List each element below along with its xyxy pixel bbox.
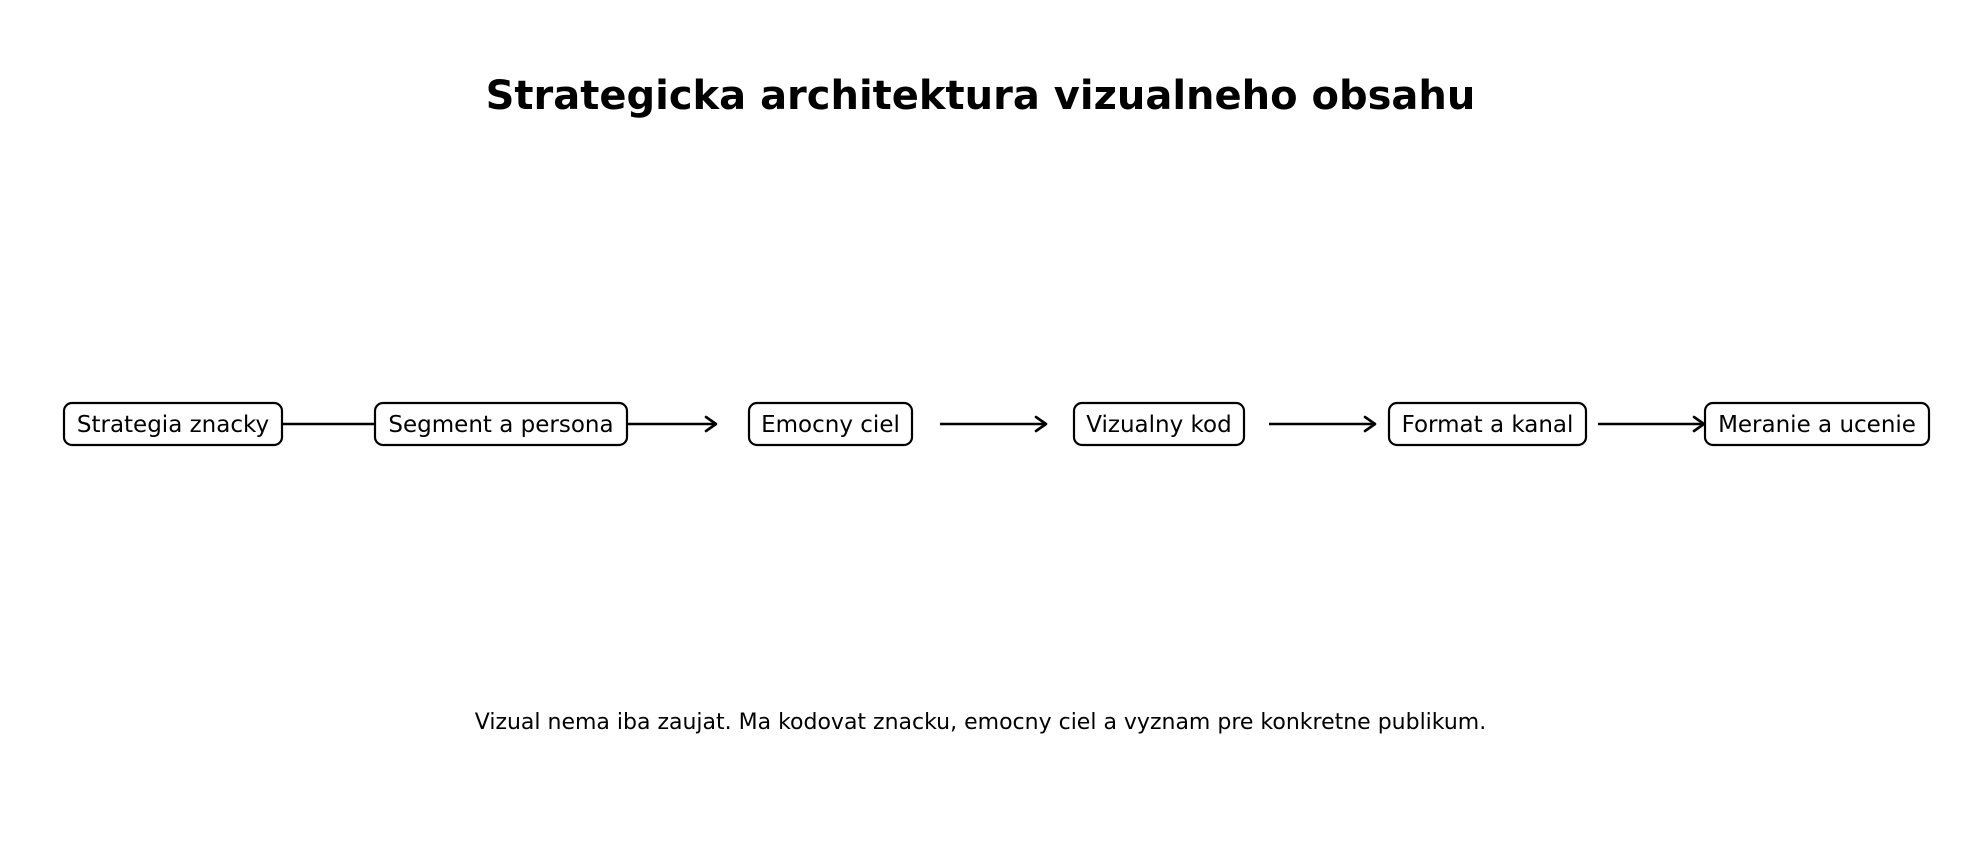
node-label: Vizualny kod — [1086, 412, 1232, 438]
node-label: Segment a persona — [388, 412, 614, 438]
edge-emocny-vizualny — [940, 417, 1046, 431]
node-emocny-ciel — [749, 403, 912, 445]
diagram-title: Strategicka architektura vizualneho obsahu — [485, 73, 1476, 119]
edge-format-meranie — [1598, 417, 1704, 431]
edge-segment-emocny — [614, 417, 716, 431]
edge-vizualny-format — [1269, 417, 1375, 431]
node-label: Meranie a ucenie — [1718, 412, 1916, 438]
node-label: Format a kanal — [1401, 412, 1574, 438]
diagram-caption: Vizual nema iba zaujat. Ma kodovat znacku, emocny ciel a vyznam pre konkretne publikum. — [474, 710, 1487, 735]
node-format-a-kanal — [1389, 403, 1586, 445]
node-strategia-znacky — [64, 403, 282, 445]
node-segment-a-persona — [375, 403, 627, 445]
node-meranie-a-ucenie — [1705, 403, 1929, 445]
node-label: Emocny ciel — [761, 412, 900, 438]
node-vizualny-kod — [1074, 403, 1244, 445]
node-label: Strategia znacky — [76, 412, 270, 438]
